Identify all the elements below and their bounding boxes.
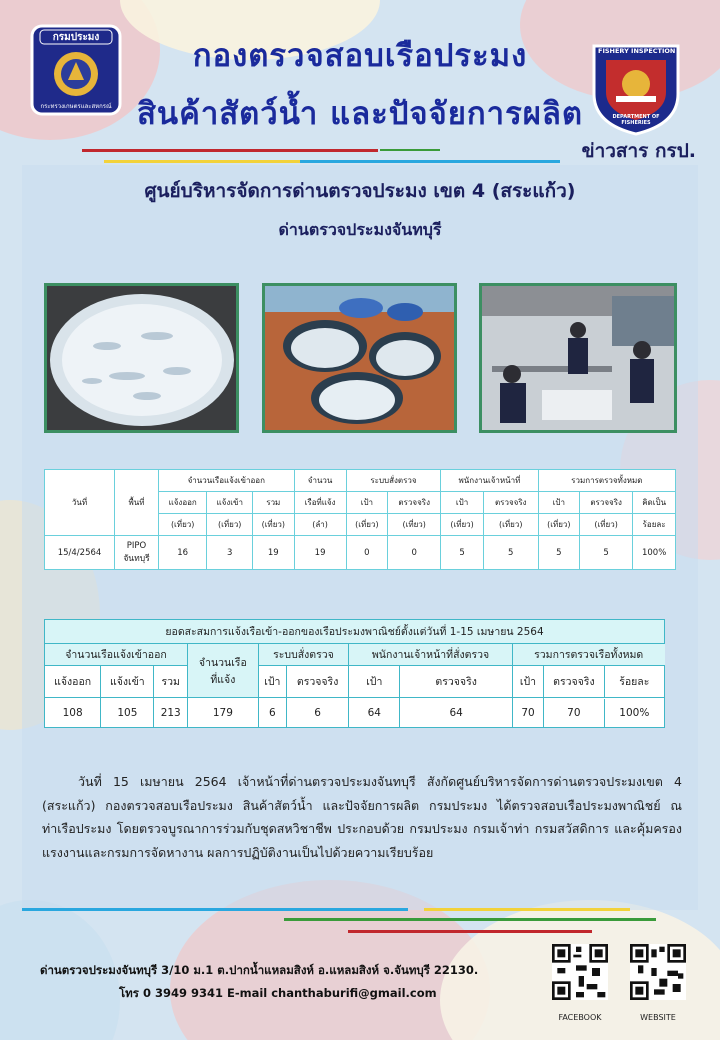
divider-line (380, 149, 440, 151)
unit-cell: (เที่ยว) (253, 514, 294, 536)
facebook-qr-code[interactable] (552, 944, 608, 1000)
unit-cell: (เที่ยว) (388, 514, 441, 536)
unit-cell: (เที่ยว) (483, 514, 538, 536)
cell-staff-actual: 5 (483, 536, 538, 570)
inspection-officers-photo (479, 283, 677, 433)
col-sum-header: รวม (154, 666, 188, 698)
news-label: ข่าวสาร กรป. (581, 140, 696, 162)
group-total-header: รวมการตรวจเรือทั้งหมด (512, 644, 664, 666)
col-sys-actual-header: ตรวจจริง (388, 492, 441, 514)
footer-address: ด่านตรวจประมงจันทบุรี 3/10 ม.1 ต.ปากน้ำแหลมสิงห์ อ.แหลมสิงห์ จ.จันทบุรี 22130. (40, 963, 479, 977)
website-qr-code[interactable] (630, 944, 686, 1000)
area-line2: จันทบุรี (123, 553, 150, 564)
col-staff-actual-header: ตรวจจริง (483, 492, 538, 514)
group-system-header: ระบบสั่งตรวจ (258, 644, 348, 666)
group-boats-header: จำนวนเรือแจ้งเข้าออก (45, 644, 188, 666)
cell-date: 15/4/2564 (45, 536, 115, 570)
col-in-header: แจ้งเข้า (207, 492, 253, 514)
cell-staff-target: 64 (349, 698, 400, 728)
cell-sum: 213 (154, 698, 188, 728)
percent-value: 100% (619, 706, 650, 719)
fish-basin-photo (44, 283, 239, 433)
col-boats-header: เรือที่แจ้ง (294, 492, 346, 514)
area-line1: PIPO (126, 540, 147, 551)
news-body-text: วันที่ 15 เมษายน 2564 เจ้าหน้าที่ด่านตรวจประมงจันทบุรี สังกัดศูนย์บริหารจัดการด่านตรวจประมงเขต 4 (สระแก้ว) กองตรวจสอบเรือประมง สินค้าสัตว์น้ำ และปัจจัยการผลิต กรมประมง ได้ตรวจสอบเรือประมงพาณิชย์ ณ ท่าเรือประมง โดยตรวจบูรณาการร่วมกับชุดสหวิชาชีพ ประกอบด้วย กรมประมง กรมเจ้าท่า กรมสวัสดิการ และคุ้มครองแรงงานและกรมการจัดหางาน ผลการปฏิบัติงานเป็นไปด้วยความเรียบร้อย (42, 774, 682, 860)
col-out-header: แจ้งออก (45, 666, 101, 698)
divider-line (104, 160, 300, 163)
col-out-header: แจ้งออก (159, 492, 207, 514)
cell-sum: 19 (253, 536, 294, 570)
fish-buckets-photo (262, 283, 457, 433)
divider-line (82, 149, 378, 152)
group-total-header: รวมการตรวจทั้งหมด (538, 470, 675, 492)
cell-total-target: 5 (538, 536, 579, 570)
col-sum-header: รวม (253, 492, 294, 514)
col-in-header: แจ้งเข้า (101, 666, 154, 698)
count-header-line2: ที่แจ้ง (210, 673, 236, 686)
website-qr-label: WEBSITE (640, 1013, 676, 1022)
cell-in: 105 (101, 698, 154, 728)
divider-line (22, 908, 408, 911)
unit-cell: (เที่ยว) (159, 514, 207, 536)
total-actual-label: ตรวจจริง (544, 666, 604, 697)
cell-sys-actual: 0 (388, 536, 441, 570)
cumulative-table-title: ยอดสะสมการแจ้งเรือเข้า-ออกของเรือประมงพาณิชย์ตั้งแต่วันที่ 1-15 เมษายน 2564 (45, 620, 665, 644)
group-count-header: จำนวน (294, 470, 346, 492)
unit-cell: (ลำ) (294, 514, 346, 536)
cell-total-actual-percent (544, 698, 665, 728)
unit-cell: (เที่ยว) (346, 514, 387, 536)
col-total-actual-header (544, 666, 665, 698)
unit-cell: (เที่ยว) (538, 514, 579, 536)
unit-cell: (เที่ยว) (580, 514, 633, 536)
right-logo-title: FISHERY INSPECTION (598, 47, 676, 55)
divider-line (284, 918, 656, 921)
cell-staff-target: 5 (441, 536, 484, 570)
divider-line (348, 930, 592, 933)
cell-out: 108 (45, 698, 101, 728)
col-boats-header (187, 644, 258, 698)
cell-percent: 100% (633, 536, 676, 570)
cell-sys-target: 0 (346, 536, 387, 570)
col-percent-top-header: คิดเป็น (633, 492, 676, 514)
cell-total-target: 70 (512, 698, 543, 728)
col-area-header: พื้นที่ (115, 470, 159, 536)
group-system-header: ระบบสั่งตรวจ (346, 470, 441, 492)
count-header-line1: จำนวนเรือ (198, 656, 247, 669)
cell-boats: 179 (187, 698, 258, 728)
group-boats-header: จำนวนเรือแจ้งเข้าออก (159, 470, 295, 492)
total-actual-value: 70 (544, 699, 604, 727)
unit-cell: (เที่ยว) (207, 514, 253, 536)
left-logo-title: กรมประมง (52, 32, 100, 43)
unit-cell: (เที่ยว) (441, 514, 484, 536)
cell-total-actual: 5 (580, 536, 633, 570)
cell-sys-actual: 6 (287, 698, 349, 728)
table-row (45, 698, 665, 728)
daily-inspection-table (44, 469, 676, 570)
col-staff-target-header: เป้า (441, 492, 484, 514)
checkpoint-title: ด่านตรวจประมงจันทบุรี (278, 220, 442, 239)
divider-line (300, 160, 560, 163)
col-sys-target-header: เป้า (346, 492, 387, 514)
col-total-target-header: เป้า (512, 666, 543, 698)
cell-staff-actual: 64 (400, 698, 512, 728)
col-staff-actual-header: ตรวจจริง (400, 666, 512, 698)
table-row (45, 536, 676, 570)
divider-line (424, 908, 630, 911)
center-title: ศูนย์บริหารจัดการด่านตรวจประมง เขต 4 (สระแก้ว) (144, 180, 576, 202)
col-sys-actual-header: ตรวจจริง (287, 666, 349, 698)
col-percent-header: ร้อยละ (633, 514, 676, 536)
cumulative-inspection-table (44, 619, 665, 728)
col-staff-target-header: เป้า (349, 666, 400, 698)
cell-boats: 19 (294, 536, 346, 570)
cell-in: 3 (207, 536, 253, 570)
col-sys-target-header: เป้า (258, 666, 286, 698)
group-staff-header: พนักงานเจ้าหน้าที่สั่งตรวจ (349, 644, 513, 666)
cell-sys-target: 6 (258, 698, 286, 728)
page-title-line1: กองตรวจสอบเรือประมง (192, 38, 528, 74)
col-total-target-header: เป้า (538, 492, 579, 514)
facebook-qr-label: FACEBOOK (558, 1013, 602, 1022)
col-date-header: วันที่ (45, 470, 115, 536)
col-total-actual-header: ตรวจจริง (580, 492, 633, 514)
right-logo-subtitle: DEPARTMENT OF FISHERIES (612, 114, 660, 126)
footer-contact: โทร 0 3949 9341 E-mail chanthaburifi@gmail.com (119, 986, 437, 1000)
percent-label: ร้อยละ (619, 676, 650, 688)
page-title-line2: สินค้าสัตว์น้ำ และปัจจัยการผลิต (136, 96, 584, 132)
left-logo-subtitle: กระทรวงเกษตรและสหกรณ์ (40, 103, 112, 110)
cell-area (115, 536, 159, 570)
cell-out: 16 (159, 536, 207, 570)
group-staff-header: พนักงานเจ้าหน้าที่ (441, 470, 538, 492)
